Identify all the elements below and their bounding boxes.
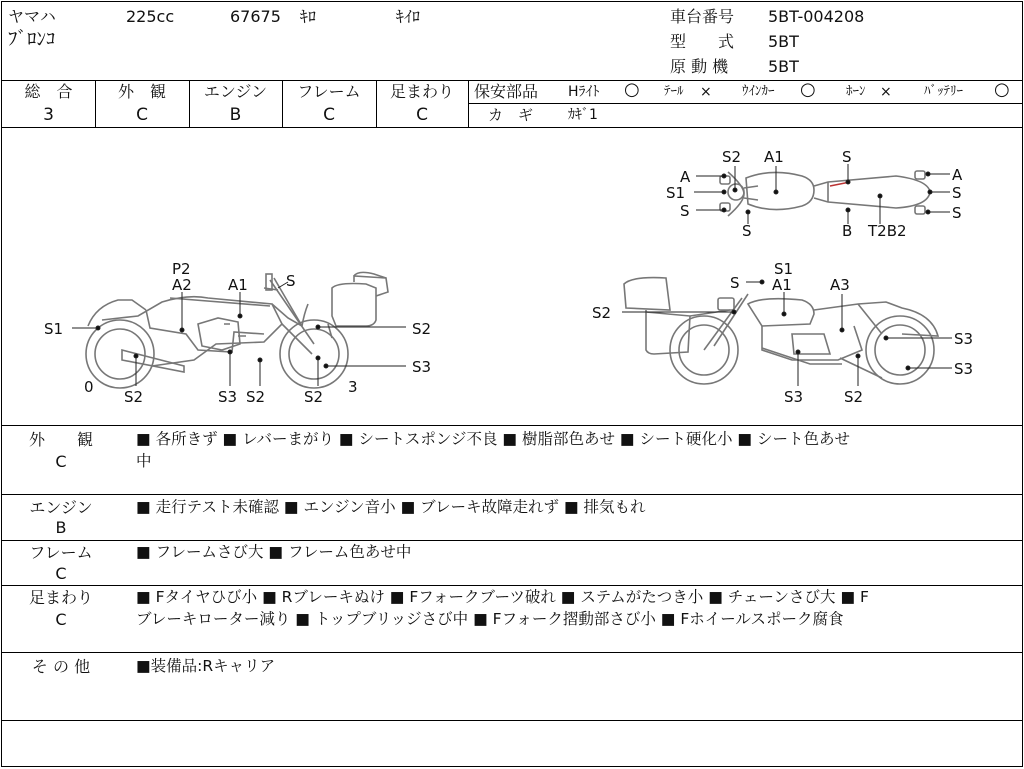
top-label-s-seat: S xyxy=(842,148,852,166)
safety-mark-headlight: ○ xyxy=(624,79,640,100)
grade-frame-label: フレーム xyxy=(297,82,361,101)
left-label-zero: 0 xyxy=(84,378,94,396)
remark-engine-grade: B xyxy=(55,518,67,537)
safety-label: 保安部品 xyxy=(474,82,539,101)
left-label-s2-rear: S2 xyxy=(304,388,324,406)
top-label-t2b2: T2B2 xyxy=(868,222,907,240)
remark-suspension-line-1: ■ Fタイヤひび小 ■ Rブレーキぬけ ■ Fフォークブーツ破れ ■ ステムがたつき小 ■ チェーンさび大 ■ F xyxy=(136,588,869,606)
left-label-s2-front: S2 xyxy=(124,388,144,406)
safety-mark-battery: ○ xyxy=(994,79,1010,100)
key-value: ｶｷﾞ1 xyxy=(568,107,598,123)
left-label-s1: S1 xyxy=(44,320,64,338)
remark-suspension-label: 足まわり xyxy=(28,588,93,607)
right-label-s2-bottom: S2 xyxy=(844,388,864,406)
right-label-s2-front: S2 xyxy=(592,304,612,322)
remark-other-label: そ の 他 xyxy=(31,657,91,676)
maker: ヤマハ xyxy=(8,7,56,26)
remark-frame-line-1: ■ フレームさび大 ■ フレーム色あせ中 xyxy=(136,543,412,561)
right-label-a1: A1 xyxy=(772,276,792,294)
top-label-s-rear: S xyxy=(952,184,962,202)
top-view-motorcycle xyxy=(720,171,930,216)
grade-frame-value: C xyxy=(323,105,335,125)
mileage: 67675 xyxy=(230,7,281,26)
top-label-a-front: A xyxy=(680,168,691,186)
displacement: 225cc xyxy=(126,7,175,26)
left-label-a1: A1 xyxy=(228,276,248,294)
right-label-s3-bottom: S3 xyxy=(784,388,804,406)
top-label-s-front-low: S xyxy=(680,202,690,220)
grade-suspension-value: C xyxy=(416,105,428,125)
frame-no-label: 車台番号 xyxy=(670,7,735,26)
top-label-s-bottom: S xyxy=(742,222,752,240)
left-label-s2-right: S2 xyxy=(412,320,432,338)
safety-item-battery: ﾊﾞｯﾃﾘｰ xyxy=(924,84,963,99)
remark-engine-line-1: ■ 走行テスト未確認 ■ エンジン音小 ■ ブレーキ故障走れず ■ 排気もれ xyxy=(136,498,646,516)
engine-value: 5BT xyxy=(768,57,799,76)
safety-item-horn: ﾎｰﾝ xyxy=(846,84,866,99)
left-label-s: S xyxy=(286,272,296,290)
right-label-s: S xyxy=(730,274,740,292)
remark-frame-grade: C xyxy=(55,564,67,583)
remark-frame-label: フレーム xyxy=(29,543,93,562)
safety-mark-winker: ○ xyxy=(800,79,816,100)
safety-mark-tail: × xyxy=(700,84,712,100)
remark-engine-label: エンジン xyxy=(29,498,93,517)
engine-label: 原 動 機 xyxy=(670,57,729,76)
remark-exterior-line-1: ■ 各所きず ■ レバーまがり ■ シートスポンジ不良 ■ 樹脂部色あせ ■ シート硬化小 ■ シート色あせ xyxy=(136,430,850,448)
left-label-s2-mid: S2 xyxy=(246,388,266,406)
top-label-s1: S1 xyxy=(666,184,686,202)
remark-suspension-grade: C xyxy=(55,610,67,629)
mileage-unit: ｷﾛ xyxy=(300,7,317,26)
model-name: ﾌﾞﾛﾝｺ xyxy=(8,28,56,50)
right-label-a3: A3 xyxy=(830,276,850,294)
key-label: カ ギ xyxy=(488,106,534,124)
left-label-a2: A2 xyxy=(172,276,192,294)
type-label: 型 式 xyxy=(670,32,735,51)
left-label-p2: P2 xyxy=(172,260,191,278)
top-label-s2: S2 xyxy=(722,148,742,166)
damage-diagram xyxy=(2,128,1022,424)
safety-item-winker: ｳｲﾝｶｰ xyxy=(742,84,775,99)
remark-exterior-label: 外 観 xyxy=(28,430,93,449)
left-label-s3-right: S3 xyxy=(412,358,432,376)
remark-exterior-line-2: 中 xyxy=(136,452,152,470)
grade-exterior-label: 外 観 xyxy=(117,82,166,101)
top-label-a1: A1 xyxy=(764,148,784,166)
safety-mark-horn: × xyxy=(880,84,892,100)
grade-overall-label: 総 合 xyxy=(24,82,73,101)
grade-engine-value: B xyxy=(229,105,242,125)
grade-engine-label: エンジン xyxy=(203,82,268,101)
left-label-three: 3 xyxy=(348,378,358,396)
top-label-a-rear: A xyxy=(952,166,963,184)
top-label-b: B xyxy=(842,222,853,240)
right-label-s3-upper: S3 xyxy=(954,330,974,348)
grade-suspension-label: 足まわり xyxy=(389,82,454,101)
color: ｷｲﾛ xyxy=(396,7,421,26)
inspection-sheet xyxy=(1,1,1023,767)
safety-item-tail: ﾃｰﾙ xyxy=(664,84,684,99)
remark-exterior-grade: C xyxy=(55,452,67,471)
right-label-s1: S1 xyxy=(774,260,794,278)
frame-no: 5BT-004208 xyxy=(768,7,865,26)
type-value: 5BT xyxy=(768,32,799,51)
remark-other-line-1: ■装備品:Rキャリア xyxy=(136,657,276,675)
remark-suspension-line-2: ブレーキローター減り ■ トップブリッジさび中 ■ Fフォーク摺動部さび小 ■ Fホイールスポーク腐食 xyxy=(136,610,844,628)
grade-overall-value: 3 xyxy=(43,105,54,125)
left-label-s3-mid: S3 xyxy=(218,388,238,406)
safety-item-headlight: Hﾗｲﾄ xyxy=(568,84,600,100)
right-label-s3-lower: S3 xyxy=(954,360,974,378)
top-label-s-rear-low: S xyxy=(952,204,962,222)
grade-exterior-value: C xyxy=(136,105,148,125)
